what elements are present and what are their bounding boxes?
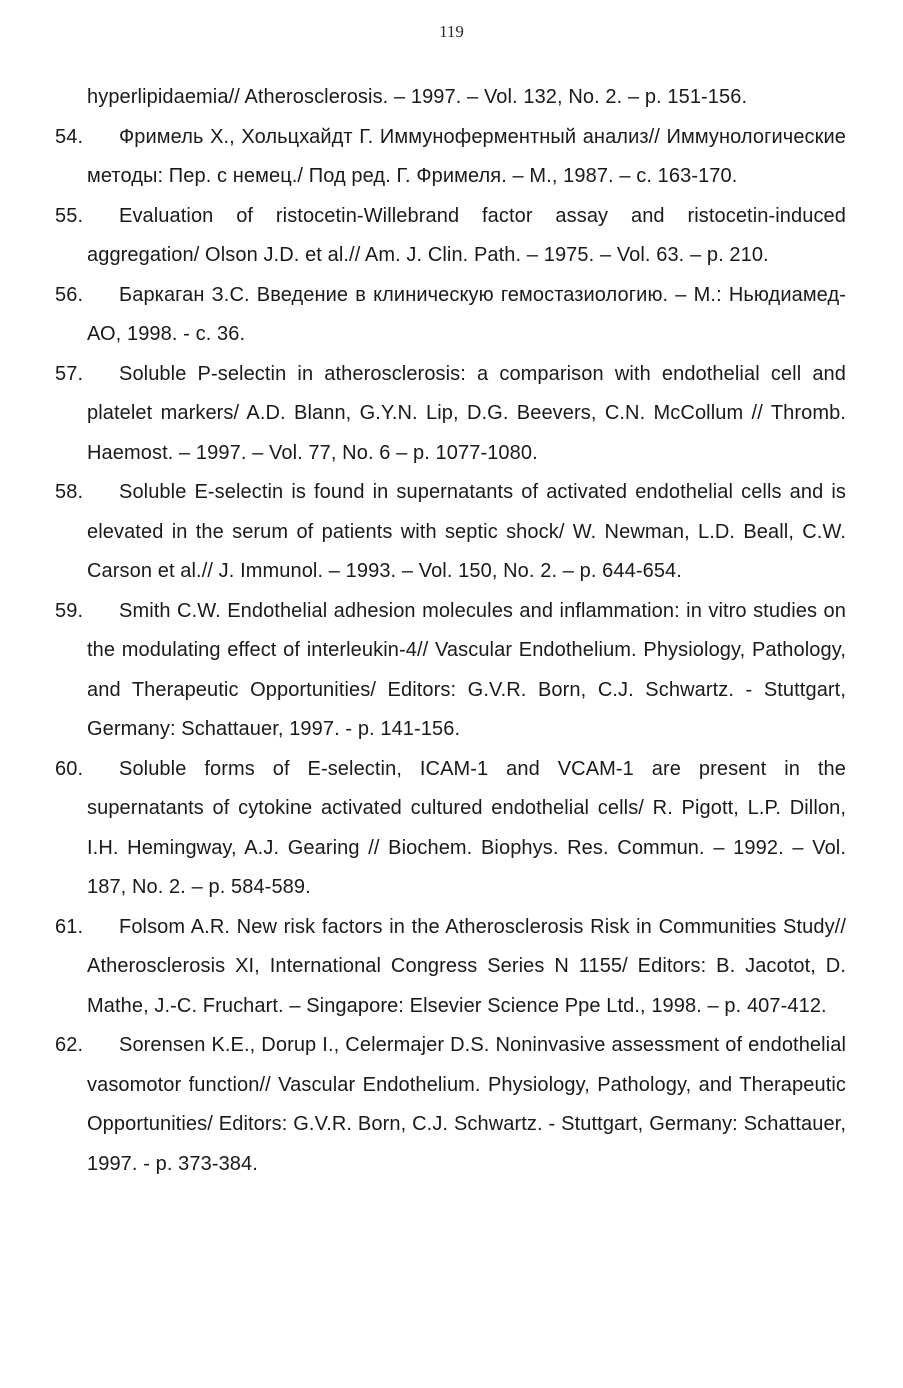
reference-text: Баркаган З.С. Введение в клиническую гемостазиологию. – М.: Ньюдиамед-АО, 1998. - с. 36. (87, 283, 846, 345)
reference-continuation: hyperlipidaemia// Atherosclerosis. – 1997. – Vol. 132, No. 2. – p. 151-156. (87, 86, 748, 108)
reference-item (55, 592, 846, 750)
reference-text: Soluble E-selectin is found in supernatants of activated endothelial cells and is elevated in the serum of patients with septic shock/ W. Newman, L.D. Beall, C.W. Carson et al.// J. Immunol. – 1993. – Vol. 150, No. 2. – p. 644-654. (87, 481, 846, 582)
reference-number: 59. (55, 599, 84, 622)
reference-text: Фримель X., Хольцхайдт Г. Иммуноферментный анализ// Иммунологические методы: Пер. с немец./ Под ред. Г. Фримеля. – М., 1987. – с. 163-170. (87, 125, 846, 187)
reference-number: 60. (55, 757, 84, 780)
reference-text: Evaluation of ristocetin-Willebrand factor assay and ristocetin-induced aggregation/ Olson J.D. et al.// Am. J. Clin. Path. – 1975. – Vol. 63. – p. 210. (87, 204, 846, 266)
reference-number: 54. (55, 125, 84, 148)
reference-item (55, 473, 846, 592)
reference-number: 61. (55, 915, 84, 938)
reference-text: Sorensen K.E., Dorup I., Celermajer D.S. Noninvasive assessment of endothelial vasomotor function// Vascular Endothelium. Physiology, Pathology, and Therapeutic Opportunities/ Editors: G.V.R. Born, C.J. Schwartz. - Stuttgart, Germany: Schattauer, 1997. - p. 373-384. (87, 1034, 846, 1175)
reference-item (55, 118, 846, 197)
reference-item (55, 355, 846, 474)
reference-item (55, 908, 846, 1027)
reference-text: Smith C.W. Endothelial adhesion molecules and inflammation: in vitro studies on the modulating effect of interleukin-4// Vascular Endothelium. Physiology, Pathology, and Therapeutic Opportunities/ Editors: G.V.R. Born, C.J. Schwartz. - Stuttgart, Germany: Schattauer, 1997. - p. 141-156. (87, 599, 846, 740)
page-number: 119 (439, 22, 464, 41)
reference-number: 58. (55, 481, 84, 503)
reference-item (55, 197, 846, 276)
reference-item (55, 276, 846, 355)
reference-item (55, 750, 846, 908)
reference-number: 57. (55, 362, 84, 385)
reference-item (55, 1026, 846, 1184)
reference-text: Soluble forms of E-selectin, ICAM-1 and VCAM-1 are present in the supernatants of cytokine activated cultured endothelial cells/ R. Pigott, L.P. Dillon, I.H. Hemingway, A.J. Gearing // Biochem. Biophys. Res. Commun. – 1992. – Vol. 187, No. 2. – p. 584-589. (87, 757, 846, 898)
reference-number: 55. (55, 204, 84, 227)
reference-text: Folsom A.R. New risk factors in the Atherosclerosis Risk in Communities Study// Atherosclerosis XI, International Congress Series N 1155/ Editors: B. Jacotot, D. Mathe, J.-C. Fruchart. – Singapore: Elsevier Science Ppe Ltd., 1998. – p. 407-412. (87, 915, 846, 1017)
reference-number: 62. (55, 1034, 84, 1056)
reference-number: 56. (55, 283, 84, 306)
reference-text: Soluble P-selectin in atherosclerosis: a comparison with endothelial cell and platelet markers/ A.D. Blann, G.Y.N. Lip, D.G. Beevers, C.N. McCollum // Thromb. Haemost. – 1997. – Vol. 77, No. 6 – p. 1077-1080. (87, 362, 846, 464)
reference-list (55, 78, 846, 1184)
